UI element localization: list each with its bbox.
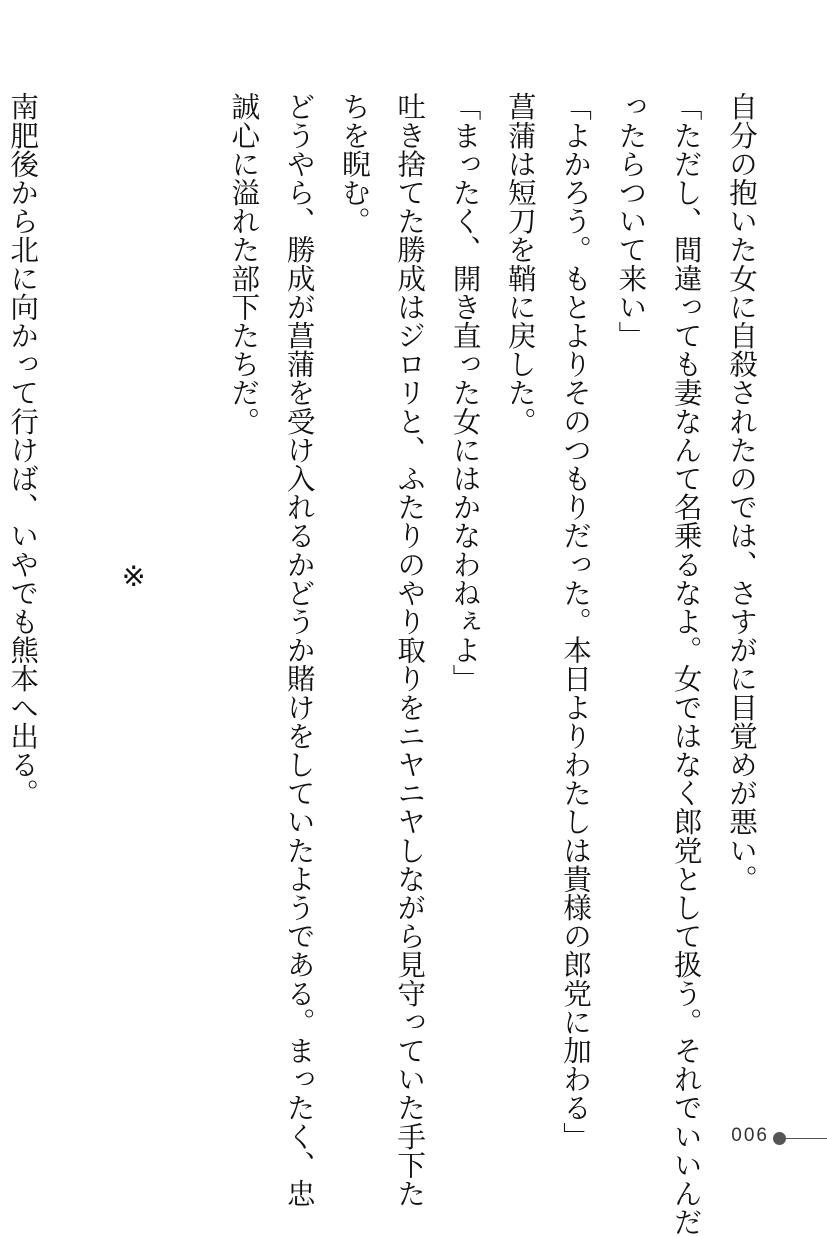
scene-separator: ※ xyxy=(116,559,151,593)
text-column: 「まったく、開き直った女にはかなわねぇよ」 xyxy=(448,92,483,693)
page-footer xyxy=(687,1122,827,1152)
text-column: 菖蒲は短刀を鞘に戻した。 xyxy=(503,92,538,436)
text-column: 「よかろう。もとよりそのつもりだった。本日よりわたしは貴様の郎党に加わる」 xyxy=(559,92,594,1151)
text-column: 「ただし、間違っても妻なんて名乗るなよ。女ではなく郎党として扱う。それでいいんだ xyxy=(669,92,704,1236)
text-column xyxy=(50,92,105,1092)
text-column: 誠心に溢れた部下たちだ。 xyxy=(227,92,262,436)
text-column xyxy=(161,92,216,1092)
page-marker-rule xyxy=(784,1138,827,1139)
text-column: どうやら、勝成が菖蒲を受け入れるかどうか賭けをしていたようである。まったく、忠 xyxy=(282,92,317,1208)
text-column: 吐き捨てた勝成はジロリと、ふたりのやり取りをニヤニヤしながら見守っていた手下た xyxy=(393,92,428,1208)
text-column: ったらついて来い」 xyxy=(614,92,649,350)
text-column: ちを睨む。 xyxy=(337,92,372,235)
page-number: 006 xyxy=(731,1125,769,1146)
text-column: 自分の抱いた女に自殺されたのでは、さすがに目覚めが悪い。 xyxy=(725,92,759,893)
text-column: 南肥後から北に向かって行けば、いやでも熊本へ出る。 xyxy=(6,92,41,807)
